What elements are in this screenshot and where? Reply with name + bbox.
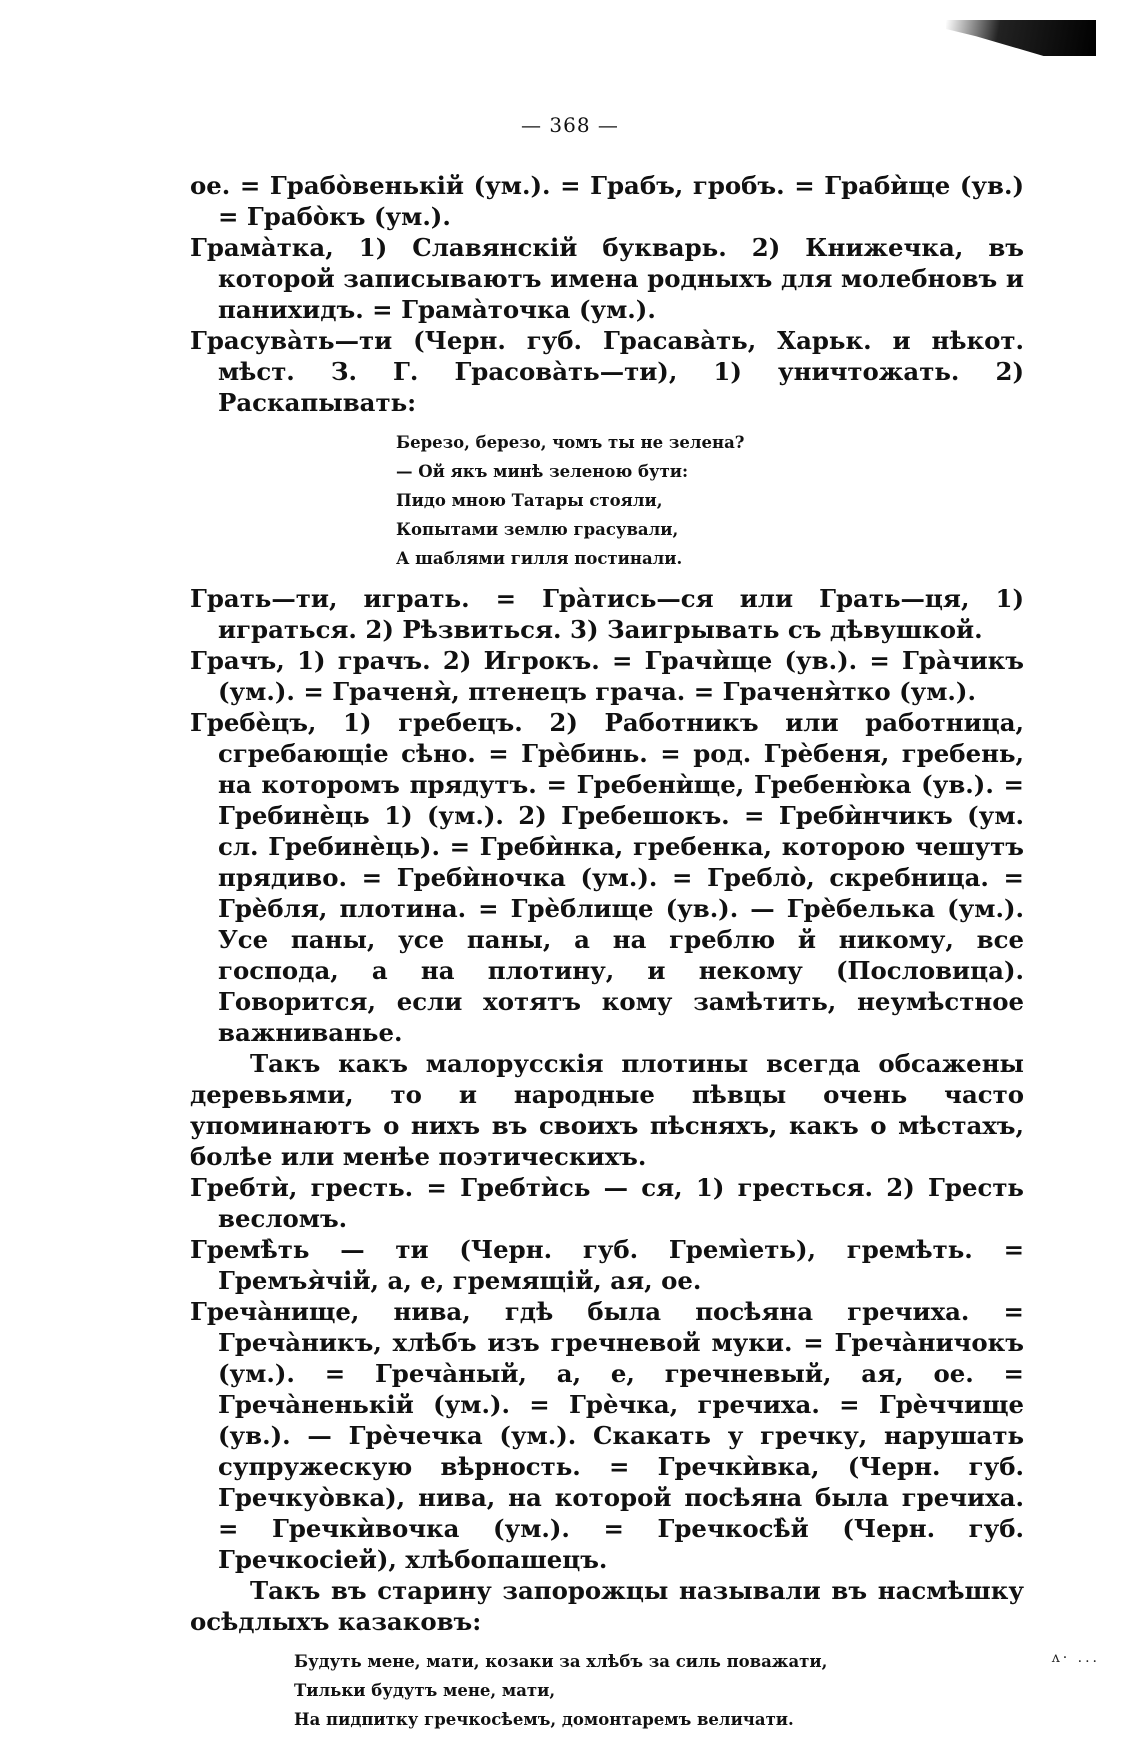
verse-line: Тильки будутъ мене, мати, [294,1681,556,1700]
entry-grebets: Гребѐцъ, 1) гребецъ. 2) Работникъ или работница, сгребающіе сѣно. = Грѐбинь. = род. Грѐбеня, гребень, на которомъ прядутъ. = Гребенѝще, Гребеню̀ка (ув.). = Гребинѐць 1) (ум.). 2) Гребешокъ. = Гребѝнчикъ (ум. сл. Гребинѐць). = Гребѝнка, гребенка, которою чешутъ прядиво. = Гребѝночка (ум.). = Гребло̀, скребница. = Грѐбля, плотина. = Грѐблище (ув.). — Грѐбелька (ум.). Усе паны, усе паны, а на греблю й никому, все господа, а на плотину, и некому (Пословица). Говорится, если хотятъ кому замѣтить, неумѣстное важниванье. [190,708,1024,1047]
verse-line: А шаблями гилля постинали. [396,549,683,568]
entry-grat: Грать—ти, играть. = Гра̀тись—ся или Грать—ця, 1) играться. 2) Рѣзвиться. 3) Заигрывать съ дѣвушкой. [190,584,1024,644]
paragraph-plotiny: Такъ какъ малорусскія плотины всегда обсажены деревьями, то и народные пѣвцы очень часто упоминаютъ о нихъ въ своихъ пѣсняхъ, какъ о мѣстахъ, болѣе или менѣе поэтическихъ. [190,1049,1024,1171]
verse-line: — Ой якъ минѣ зеленою бути: [396,462,689,481]
verse-berezo [190,428,1024,573]
verse-line: Будуть мене, мати, козаки за хлѣбъ за силь поважати, [294,1652,828,1671]
verse-line: Пидо мною Татары стояли, [396,491,663,510]
page-number: — 368 — [521,113,619,137]
scan-artifact [946,20,1096,56]
verse-line: Березо, березо, чомъ ты не зелена? [396,433,745,452]
entry-grechanische: Греча̀нище, нива, гдѣ была посѣяна гречиха. = Греча̀никъ, хлѣбъ изъ гречневой муки. = Греча̀ничокъ (ум.). = Греча̀ный, а, е, гречневый, ая, ое. = Греча̀ненькій (ум.). = Грѐчка, гречиха. = Грѐччище (ув.). — Грѐчечка (ум.). Скакать у гречку, нарушать супружескую вѣрность. = Гречкѝвка, (Черн. губ. Гречкуо̀вка), нива, на которой посѣяна была гречиха. = Гречкѝвочка (ум.). = Гречкосѣ̀й (Черн. губ. Гречкосіей), хлѣбопашецъ. [190,1297,1024,1574]
verse-line: На пидпитку гречкосѣемъ, домонтаремъ величати. [294,1710,794,1729]
entry-gremet: Гремѣ̀ть — ти (Черн. губ. Гремі̀еть), гремѣть. = Гремъя̀чій, а, е, гремящій, ая, ое. [190,1235,1024,1295]
entry-grach: Грачъ, 1) грачъ. 2) Игрокъ. = Грачѝще (ув.). = Гра̀чикъ (ум.). = Граченя̀, птенецъ грача. = Граченя̀тко (ум.). [190,646,1024,706]
footer-scan-mark: ᴧ· ... [1051,1650,1100,1666]
dictionary-text [190,170,1024,1744]
entry-gramatka: Грама̀тка, 1) Славянскій букварь. 2) Книжечка, въ которой записываютъ имена родныхъ для молебновъ и панихидъ. = Грама̀точка (ум.). [190,233,1024,324]
entry-grasuvat: Грасува̀ть—ти (Черн. губ. Грасава̀ть, Харьк. и нѣкот. мѣст. З. Г. Грасова̀ть—ти), 1) уничтожать. 2) Раскапывать: [190,326,1024,417]
verse-line: Копытами землю грасували, [396,520,679,539]
paragraph-zaporozhtsy: Такъ въ старину запорожцы называли въ насмѣшку осѣдлыхъ казаковъ: [190,1576,1024,1636]
verse-kozaki [190,1647,1024,1734]
entry-grebti: Гребтѝ, гресть. = Гребтѝсь — ся, 1) гресться. 2) Гресть весломъ. [190,1173,1024,1233]
entry-grabovenkiy: ое. = Грабо̀венькій (ум.). = Грабъ, гробъ. = Грабѝще (ув.) = Грабо̀къ (ум.). [190,171,1024,231]
